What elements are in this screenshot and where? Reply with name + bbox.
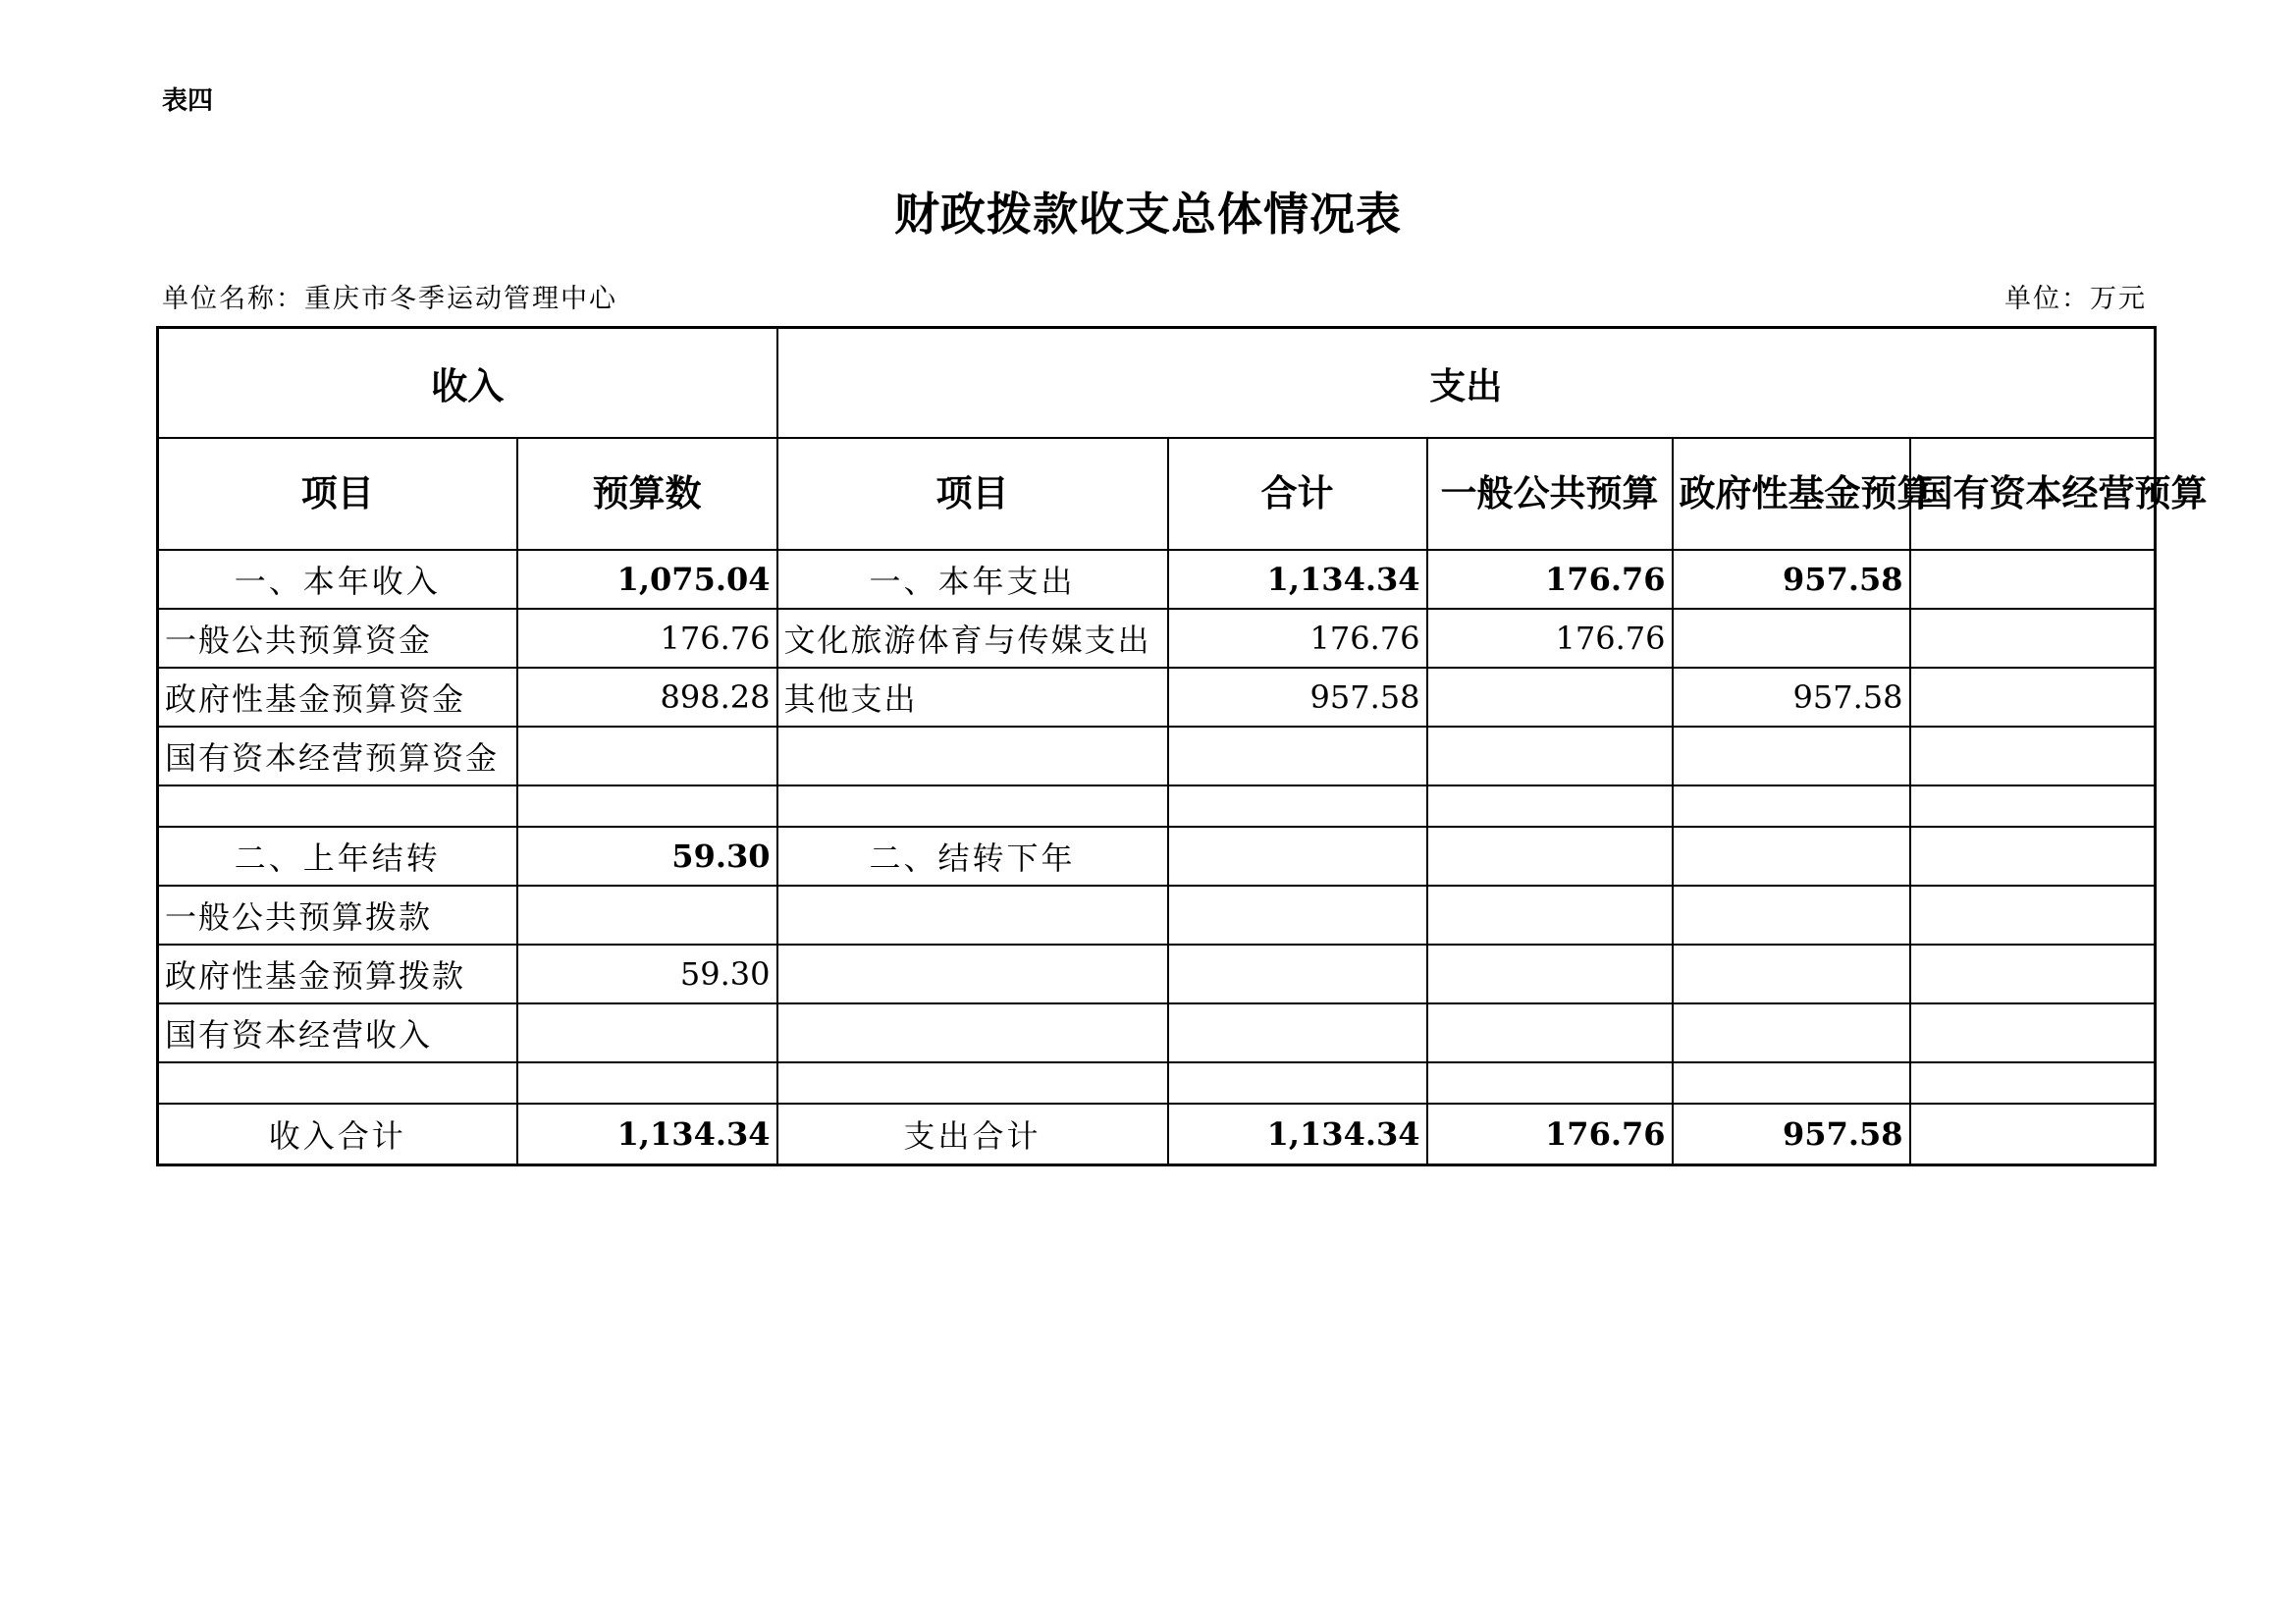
income-item-cell: 政府性基金预算资金 [158,668,517,727]
state-capital-budget-header: 国有资本经营预算 [1910,438,2156,550]
table-row [158,945,2156,1003]
fund-budget-total: 957.58 [1673,1104,1910,1165]
expense-item-cell: 文化旅游体育与传媒支出 [777,609,1168,668]
general-budget-cell [1427,1003,1673,1062]
state-capital-budget-cell [1910,886,2156,945]
table-row [158,827,2156,886]
income-item-cell: 国有资本经营预算资金 [158,727,517,785]
income-item-cell: 一般公共预算拨款 [158,886,517,945]
header-row-1 [158,328,2156,439]
expense-total-value: 1,134.34 [1168,1104,1427,1165]
general-budget-cell [1427,827,1673,886]
income-item-cell: 二、上年结转 [158,827,517,886]
general-budget-total: 176.76 [1427,1104,1673,1165]
total-cell [1168,945,1427,1003]
income-budget-cell: 176.76 [517,609,777,668]
income-item-cell: 政府性基金预算拨款 [158,945,517,1003]
general-budget-cell: 176.76 [1427,550,1673,609]
expense-item-cell: 其他支出 [777,668,1168,727]
income-total-label: 收入合计 [158,1104,517,1165]
expense-header: 支出 [777,328,2156,439]
state-capital-budget-cell [1910,1003,2156,1062]
general-budget-cell [1427,1062,1673,1104]
income-item-cell: 一般公共预算资金 [158,609,517,668]
income-header: 收入 [158,328,777,439]
general-budget-cell [1427,785,1673,827]
table-row [158,1003,2156,1062]
fund-budget-cell [1673,1062,1910,1104]
fund-budget-cell [1673,886,1910,945]
expense-item-cell: 一、本年支出 [777,550,1168,609]
expense-item-cell [777,1003,1168,1062]
income-budget-cell: 1,075.04 [517,550,777,609]
page-title: 财政拨款收支总体情况表 [894,188,1402,241]
state-capital-budget-cell [1910,945,2156,1003]
income-budget-cell [517,1062,777,1104]
table-row [158,886,2156,945]
income-budget-cell [517,727,777,785]
general-budget-cell [1427,886,1673,945]
total-header: 合计 [1168,438,1427,550]
total-cell: 957.58 [1168,668,1427,727]
total-cell: 176.76 [1168,609,1427,668]
total-cell [1168,727,1427,785]
general-budget-cell [1427,727,1673,785]
unit-label: 单位：万元 [2004,284,2147,314]
table-row [158,1062,2156,1104]
total-cell [1168,1062,1427,1104]
income-total-value: 1,134.34 [517,1104,777,1165]
fund-budget-cell [1673,727,1910,785]
general-budget-cell [1427,945,1673,1003]
state-capital-budget-cell [1910,668,2156,727]
table-number: 表四 [162,86,214,116]
state-capital-budget-cell [1910,1062,2156,1104]
income-item-cell [158,1062,517,1104]
table-row [158,550,2156,609]
table-row [158,727,2156,785]
fund-budget-cell [1673,785,1910,827]
state-capital-budget-total [1910,1104,2156,1165]
fund-budget-cell: 957.58 [1673,668,1910,727]
table-row [158,668,2156,727]
table-row [158,609,2156,668]
expense-total-label: 支出合计 [777,1104,1168,1165]
fund-budget-cell [1673,1003,1910,1062]
income-budget-header: 预算数 [517,438,777,550]
expense-item-cell [777,1062,1168,1104]
state-capital-budget-cell [1910,609,2156,668]
total-cell [1168,785,1427,827]
income-item-cell [158,785,517,827]
income-item-header: 项目 [158,438,517,550]
fund-budget-cell [1673,609,1910,668]
general-budget-header: 一般公共预算 [1427,438,1673,550]
income-budget-cell: 59.30 [517,945,777,1003]
header-row-2 [158,438,2156,550]
expense-item-cell [777,886,1168,945]
state-capital-budget-cell [1910,550,2156,609]
general-budget-cell [1427,668,1673,727]
state-capital-budget-cell [1910,827,2156,886]
total-cell: 1,134.34 [1168,550,1427,609]
total-cell [1168,1003,1427,1062]
state-capital-budget-cell [1910,727,2156,785]
fund-budget-cell: 957.58 [1673,550,1910,609]
totals-row [158,1104,2156,1165]
fund-budget-cell [1673,827,1910,886]
expense-item-header: 项目 [777,438,1168,550]
income-budget-cell [517,1003,777,1062]
state-capital-budget-cell [1910,785,2156,827]
unit-name: 单位名称：重庆市冬季运动管理中心 [162,284,617,314]
income-budget-cell: 59.30 [517,827,777,886]
expense-item-cell [777,727,1168,785]
expense-item-cell [777,785,1168,827]
fund-budget-header: 政府性基金预算 [1673,438,1910,550]
income-budget-cell [517,785,777,827]
total-cell [1168,827,1427,886]
income-budget-cell: 898.28 [517,668,777,727]
budget-table [156,326,2208,1166]
income-item-cell: 国有资本经营收入 [158,1003,517,1062]
expense-item-cell: 二、结转下年 [777,827,1168,886]
general-budget-cell: 176.76 [1427,609,1673,668]
income-budget-cell [517,886,777,945]
total-cell [1168,886,1427,945]
expense-item-cell [777,945,1168,1003]
table-row [158,785,2156,827]
fund-budget-cell [1673,945,1910,1003]
income-item-cell: 一、本年收入 [158,550,517,609]
